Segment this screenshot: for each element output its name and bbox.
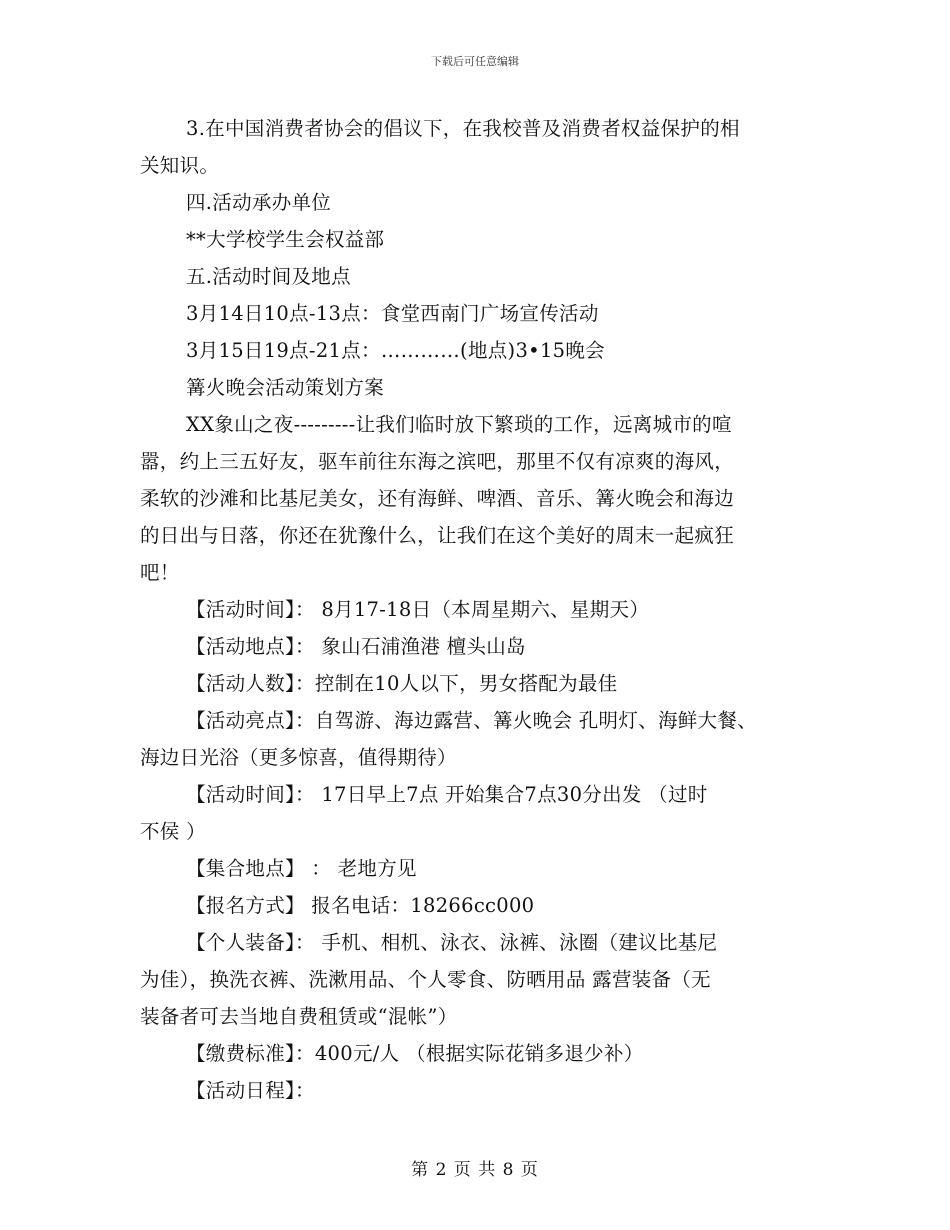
paragraph-line: 的日出与日落，你还在犹豫什么，让我们在这个美好的周末一起疯狂 — [140, 524, 735, 547]
paragraph-line: 关知识。 — [140, 154, 220, 177]
paragraph-line: 3月14日10点-13点：食堂西南门广场宣传活动 — [186, 302, 599, 325]
info-item-headcount: 【活动人数】：控制在10人以下，男女搭配为最佳 — [186, 672, 618, 695]
info-item-registration: 【报名方式】 报名电话：18266cc000 — [186, 894, 535, 917]
document-body — [140, 110, 820, 1109]
paragraph-line: 柔软的沙滩和比基尼美女，还有海鲜、啤酒、音乐、篝火晚会和海边 — [140, 487, 735, 510]
page-number: 第 2 页 共 8 页 — [411, 1160, 539, 1180]
paragraph-line: 吧！ — [140, 561, 180, 584]
paragraph-line: 装备者可去当地自费租赁或“混帐”） — [140, 1005, 458, 1028]
paragraph-line: 海边日光浴（更多惊喜，值得期待） — [140, 746, 457, 769]
paragraph-line: XX象山之夜---------让我们临时放下繁琐的工作，远离城市的喧 — [186, 413, 732, 436]
section-heading: 四.活动承办单位 — [186, 191, 332, 214]
info-item-location: 【活动地点】： 象山石浦渔港 檀头山岛 — [186, 635, 526, 658]
document-title: 篝火晚会活动策划方案 — [186, 376, 385, 399]
paragraph-line: **大学校学生会权益部 — [186, 228, 385, 251]
section-heading: 五.活动时间及地点 — [186, 265, 351, 288]
paragraph-line: 嚣，约上三五好友，驱车前往东海之滨吧，那里不仅有凉爽的海风， — [140, 450, 735, 473]
page-header: 下载后可任意编辑 — [431, 55, 519, 68]
info-item-departure: 【活动时间】： 17日早上7点 开始集合7点30分出发 （过时 — [186, 783, 708, 806]
info-item-meeting-point: 【集合地点】 ： 老地方见 — [186, 857, 417, 880]
paragraph-line: 为佳），换洗衣裤、洗漱用品、个人零食、防晒用品 露营装备（无 — [140, 968, 711, 991]
info-item-equipment: 【个人装备】： 手机、相机、泳衣、泳裤、泳圈（建议比基尼 — [186, 931, 718, 954]
info-item-time: 【活动时间】： 8月17-18日（本周星期六、星期天） — [186, 598, 650, 621]
paragraph-line: 3.在中国消费者协会的倡议下，在我校普及消费者权益保护的相 — [186, 117, 740, 140]
paragraph-line: 不侯 ） — [140, 820, 206, 843]
info-item-highlights: 【活动亮点】：自驾游、海边露营、篝火晚会 孔明灯、海鲜大餐、 — [186, 709, 757, 732]
info-item-fee: 【缴费标准】：400元/人 （根据实际花销多退少补） — [186, 1042, 644, 1065]
paragraph-line: 3月15日19点-21点：…………(地点)3•15晚会 — [186, 339, 605, 362]
info-item-schedule: 【活动日程】： — [186, 1079, 315, 1102]
